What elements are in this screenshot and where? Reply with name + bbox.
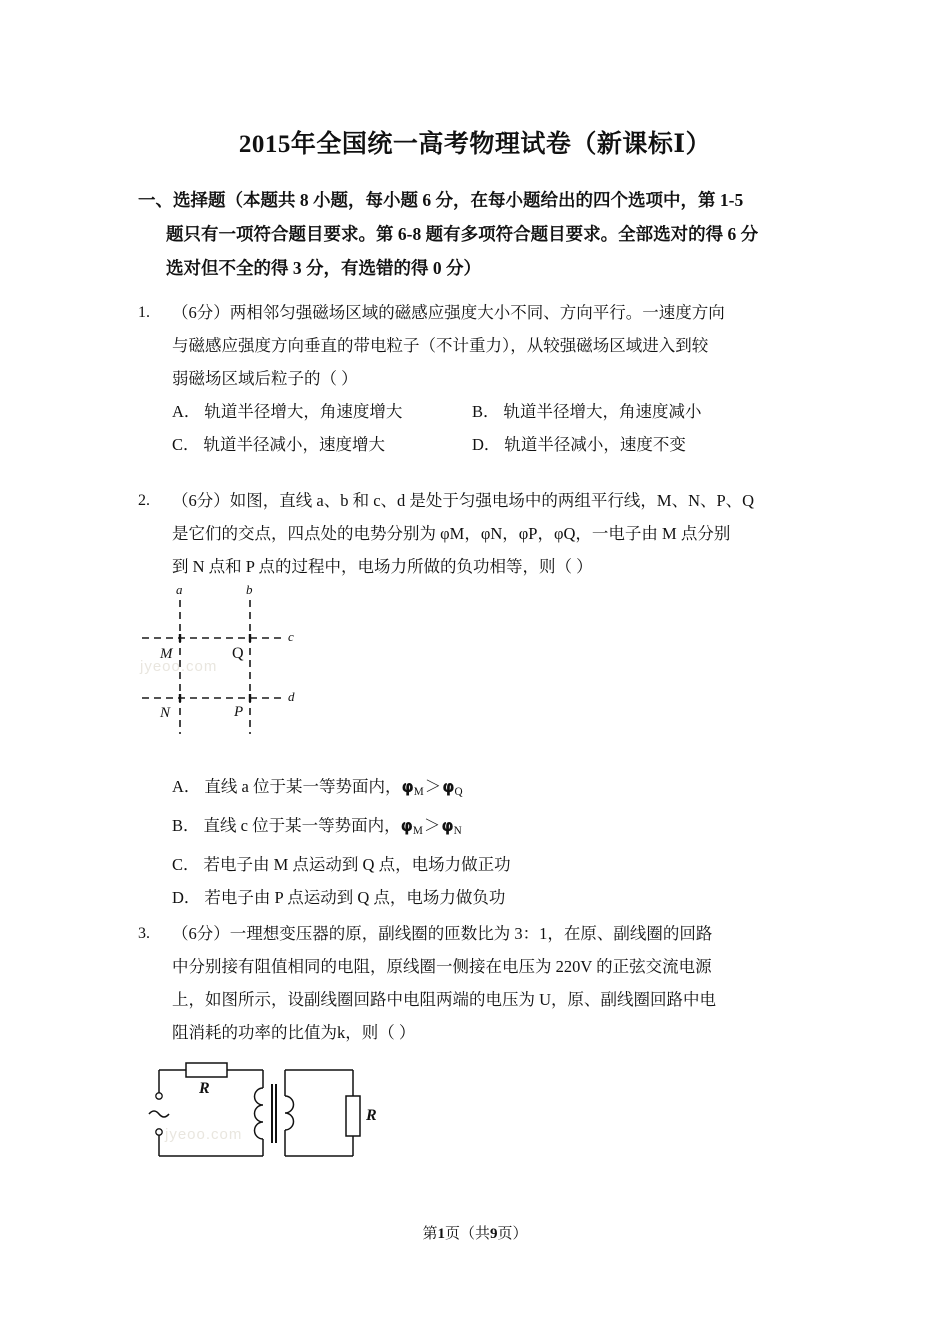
question-3-stem-line-3: 上，如图所示，设副线圈回路中电阻两端的电压为 U，原、副线圈回路中电 (172, 990, 717, 1009)
question-2-option-d-label: D． (172, 887, 201, 907)
question-2-option-a-sym-left: φ (401, 777, 414, 796)
label-line-d: d (288, 689, 295, 704)
question-2-option-a-text: 直线 a 位于某一等势面内， (204, 777, 402, 796)
question-1-options (172, 395, 838, 461)
question-2-option-b-sym-right: φ (441, 815, 454, 835)
question-1-option-c-text: 轨道半径减小，速度增大 (203, 435, 386, 454)
question-1-option-c[interactable] (172, 428, 472, 461)
label-point-M: M (160, 646, 173, 662)
question-2-option-c[interactable] (172, 848, 838, 881)
section-heading-line-1: 一、选择题（本题共 8 小题，每小题 6 分，在每小题给出的四个选项中，第 1-5 (138, 190, 744, 210)
question-3 (138, 917, 838, 1049)
question-2-option-b-relation: ＞ (423, 815, 441, 835)
section-heading (138, 183, 823, 285)
question-1-option-b-label: B． (472, 402, 500, 421)
question-2-option-b-label: B． (172, 815, 200, 835)
question-2-number: 2. (138, 492, 150, 509)
footer-total-pages: 9 (490, 1226, 498, 1242)
label-secondary-resistor: R (366, 1107, 377, 1124)
question-2-option-c-text: 若电子由 M 点运动到 Q 点，电场力做正功 (203, 854, 511, 874)
question-3-stem-line-1: （6分）一理想变压器的原，副线圈的匝数比为 3：1，在原、副线圈的回路 (172, 924, 713, 943)
equipotential-lines-figure (132, 582, 432, 736)
page-footer (0, 1222, 950, 1243)
footer-page-number: 1 (437, 1226, 445, 1242)
question-2-option-d-text: 若电子由 P 点运动到 Q 点，电场力做负功 (204, 887, 506, 907)
question-1-option-d[interactable] (472, 428, 686, 461)
footer-suffix: 页） (497, 1226, 528, 1242)
question-2-option-a[interactable] (172, 770, 838, 809)
question-1-stem-line-1: （6分）两相邻匀强磁场区域的磁感应强度大小不同、方向平行。一速度方向 (172, 303, 725, 322)
primary-coil (255, 1088, 264, 1139)
label-point-P: P (234, 704, 244, 720)
question-2-stem-line-3: 到 N 点和 P 点的过程中，电场力所做的负功相等，则（ ） (172, 557, 593, 576)
question-1-option-row-1 (172, 395, 838, 428)
question-1-stem-line-3: 弱磁场区域后粒子的（ ） (172, 369, 358, 388)
figure-watermark: jyeoo.com (140, 658, 218, 675)
question-2-option-a-sym-right: φ (442, 777, 455, 796)
section-heading-line-3: 选对但不全的得 3 分，有选错的得 0 分） (166, 258, 481, 278)
question-2-option-a-label: A． (172, 777, 201, 796)
ac-terminal-bottom (156, 1129, 162, 1135)
transformer-circuit-svg (135, 1058, 395, 1178)
question-2-option-b[interactable] (172, 809, 838, 848)
question-2-option-a-relation: ＞ (424, 777, 442, 796)
section-heading-line-2: 题只有一项符合题目要求。第 6-8 题有多项符合题目要求。全部选对的得 6 分 (166, 224, 759, 244)
question-1-stem (172, 296, 838, 395)
label-primary-resistor: R (199, 1080, 210, 1097)
question-2 (138, 484, 838, 583)
label-point-Q: Q (232, 645, 244, 662)
question-2-option-b-sym-left: φ (400, 815, 413, 835)
question-1-option-b[interactable] (472, 395, 702, 428)
question-1-option-b-text: 轨道半径增大，角速度减小 (503, 402, 702, 421)
question-2-option-c-label: C． (172, 854, 200, 874)
footer-middle: 页（共 (444, 1226, 490, 1242)
question-1-option-a-text: 轨道半径增大，角速度增大 (204, 402, 403, 421)
label-line-c: c (288, 629, 294, 644)
question-2-option-b-text: 直线 c 位于某一等势面内， (203, 815, 401, 835)
question-2-option-b-sub-right: N (453, 824, 462, 837)
label-line-b: b (246, 582, 253, 597)
ac-source-icon (149, 1111, 169, 1117)
question-2-option-b-sub-left: M (412, 824, 423, 837)
footer-prefix: 第 (422, 1226, 438, 1242)
primary-resistor-box (186, 1063, 227, 1077)
question-2-stem-line-2: 是它们的交点，四点处的电势分别为 φM，φN，φP，φQ，一电子由 M 点分别 (172, 524, 731, 543)
transformer-circuit-figure (135, 1058, 395, 1178)
question-3-stem (172, 917, 838, 1049)
label-point-N: N (160, 705, 171, 721)
secondary-resistor-box (346, 1096, 360, 1136)
question-1 (138, 296, 838, 461)
question-1-stem-line-2: 与磁感应强度方向垂直的带电粒子（不计重力），从较强磁场区域进入到较 (172, 336, 709, 355)
question-2-option-d[interactable] (172, 881, 838, 914)
question-1-option-a[interactable] (172, 395, 472, 428)
question-1-option-d-text: 轨道半径减小，速度不变 (504, 435, 686, 454)
page-title: 2015年全国统一高考物理试卷（新课标Ⅰ） (238, 131, 712, 158)
question-3-number: 3. (138, 925, 150, 942)
question-3-stem-line-2: 中分别接有阻值相同的电阻，原线圈一侧接在电压为 220V 的正弦交流电源 (172, 957, 712, 976)
question-2-option-a-sub-right: Q (454, 785, 463, 798)
secondary-coil (285, 1096, 294, 1130)
ac-terminal-top (156, 1093, 162, 1099)
question-1-option-d-label: D． (472, 435, 501, 454)
question-1-option-c-label: C． (172, 435, 200, 454)
question-2-stem-line-1: （6分）如图，直线 a、b 和 c、d 是处于匀强电场中的两组平行线，M、N、P、Q (172, 491, 755, 510)
question-1-option-a-label: A． (172, 402, 201, 421)
question-1-option-row-2 (172, 428, 838, 461)
question-1-number: 1. (138, 304, 150, 321)
question-2-option-a-sub-left: M (413, 785, 424, 798)
question-2-stem (172, 484, 838, 583)
circuit-watermark: jyeoo.com (165, 1126, 243, 1143)
question-3-stem-line-4: 阻消耗的功率的比值为k，则（ ） (172, 1023, 416, 1042)
label-line-a: a (176, 582, 183, 597)
question-2-options (138, 770, 838, 914)
